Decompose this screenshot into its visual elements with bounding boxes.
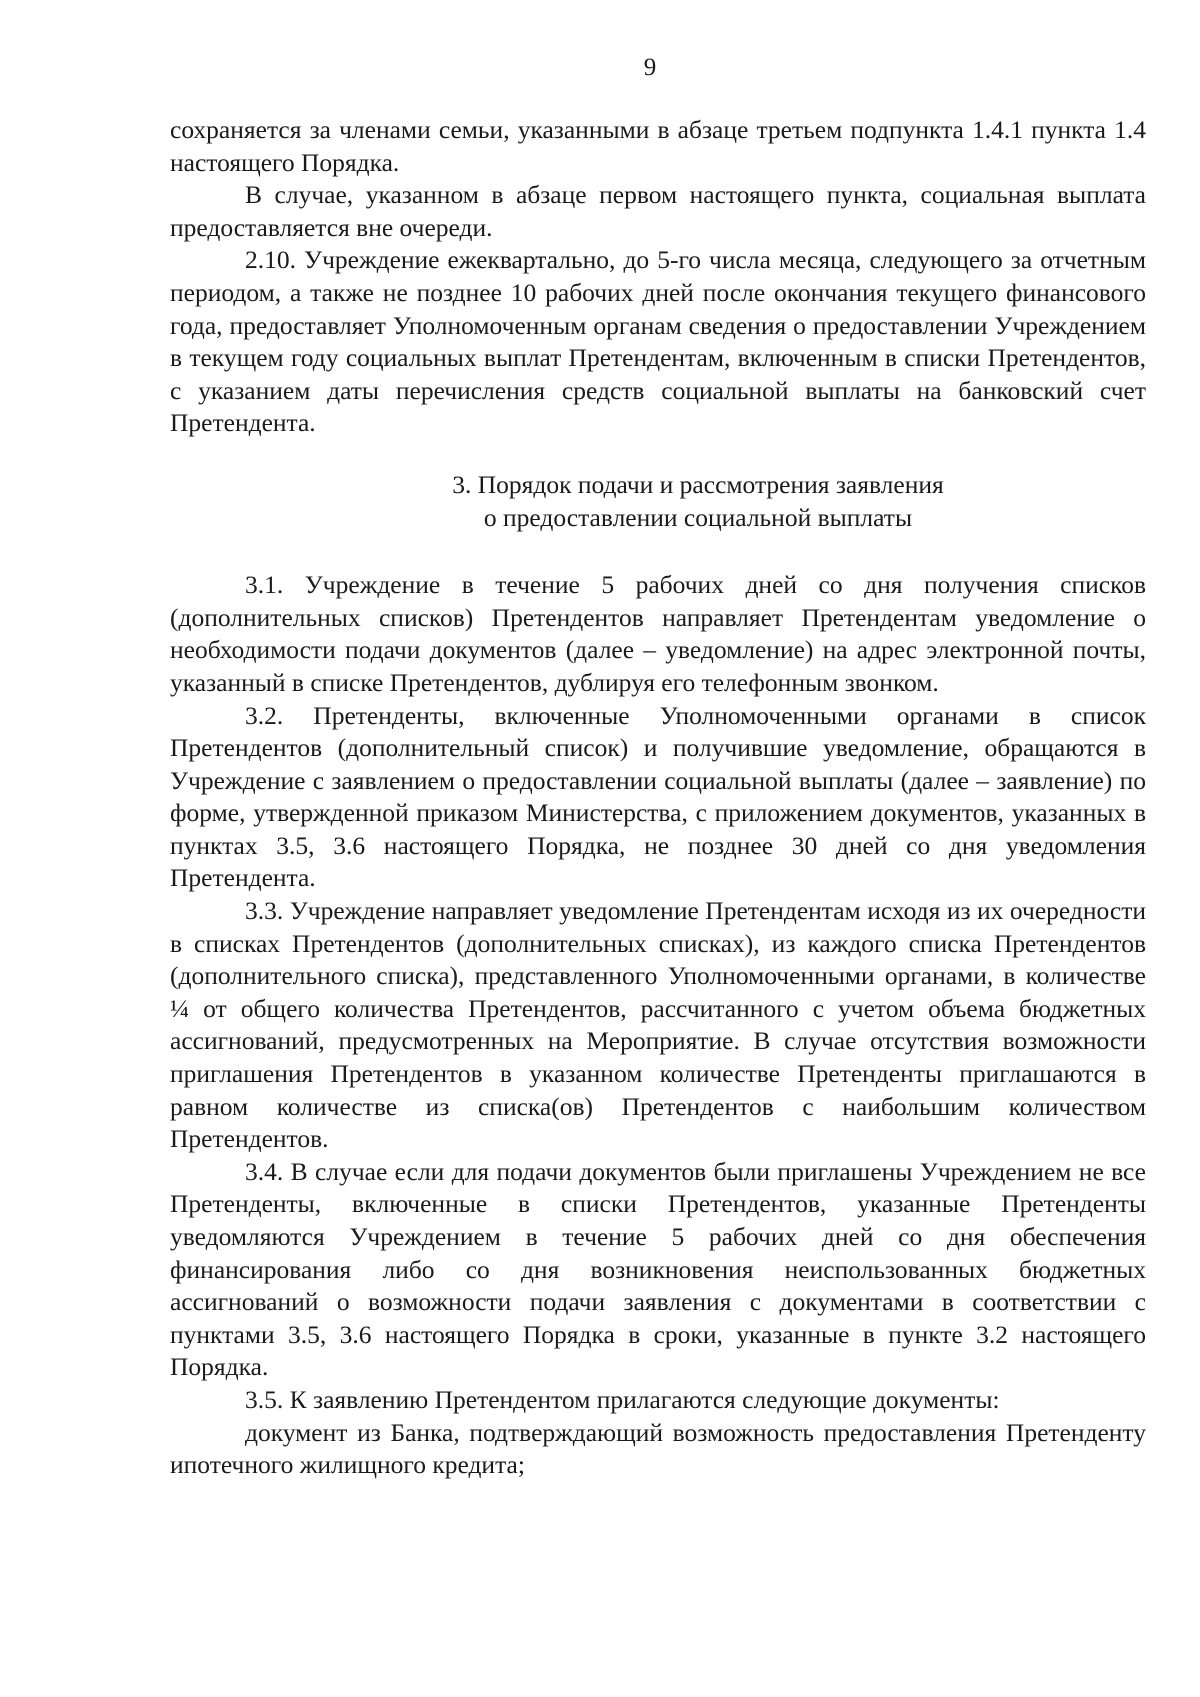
section-heading-line-1: 3. Порядок подачи и рассмотрения заявления bbox=[452, 469, 944, 499]
paragraph-bank-document: документ из Банка, подтверждающий возможность предоставления Претенденту ипотечного жилищного кредита; bbox=[170, 1417, 1146, 1480]
section-heading-line-2: о предоставлении социальной выплаты bbox=[483, 502, 913, 532]
paragraph-3-2: 3.2. Претенденты, включенные Уполномоченными органами в список Претендентов (дополнительный список) и получившие уведомление, обращаются в Учреждение с заявлением о предоставлении социальной выплаты (далее – заявление) по форме, утвержденной приказом Министерства, с приложением документов, указанных в пунктах 3.5, 3.6 настоящего Порядка, не позднее 30 дней со дня уведомления Претендента. bbox=[170, 700, 1146, 893]
paragraph-3-5: 3.5. К заявлению Претендентом прилагаются следующие документы: bbox=[245, 1384, 1000, 1414]
paragraph-2-10: 2.10. Учреждение ежеквартально, до 5-го числа месяца, следующего за отчетным периодом, а также не позднее 10 рабочих дней после окончания текущего финансового года, предоставляет Уполномоченным органам сведения о предоставлении Учреждением в текущем году социальных выплат Претендентам, включенным в списки Претендентов, с указанием даты перечисления средств социальной выплаты на банковский счет Претендента. bbox=[170, 245, 1146, 438]
paragraph-continuation: сохраняется за членами семьи, указанными в абзаце третьем подпункта 1.4.1 пункта 1.4 настоящего Порядка. bbox=[170, 115, 1146, 177]
section-heading bbox=[170, 469, 1146, 534]
document-body bbox=[170, 114, 1146, 1482]
paragraph-3-3: 3.3. Учреждение направляет уведомление Претендентам исходя из их очередности в списках Претендентов (дополнительных списках), из каждого списка Претендентов (дополнительного списка), представленного Уполномоченными органами, в количестве ¼ от общего количества Претендентов, рассчитанного с учетом объема бюджетных ассигнований, предусмотренных на Мероприятие. В случае отсутствия возможности приглашения Претендентов в указанном количестве Претенденты приглашаются в равном количестве из списка(ов) Претендентов с наибольшим количеством Претендентов. bbox=[170, 896, 1146, 1154]
paragraph-3-1: 3.1. Учреждение в течение 5 рабочих дней со дня получения списков (дополнительных списков) Претендентов направляет Претендентам уведомление о необходимости подачи документов (далее – уведомление) на адрес электронной почты, указанный в списке Претендентов, дублируя его телефонным звонком. bbox=[170, 570, 1146, 697]
page-number: 9 bbox=[643, 54, 657, 81]
paragraph-out-of-turn: В случае, указанном в абзаце первом настоящего пункта, социальная выплата предоставляется вне очереди. bbox=[170, 180, 1146, 242]
paragraph-3-4: 3.4. В случае если для подачи документов были приглашены Учреждением не все Претенденты, включенные в списки Претендентов, указанные Претенденты уведомляются Учреждением в течение 5 рабочих дней со дня обеспечения финансирования либо со дня возникновения неиспользованных бюджетных ассигнований о возможности подачи заявления с документами в соответствии с пунктами 3.5, 3.6 настоящего Порядка в сроки, указанные в пункте 3.2 настоящего Порядка. bbox=[170, 1156, 1146, 1382]
